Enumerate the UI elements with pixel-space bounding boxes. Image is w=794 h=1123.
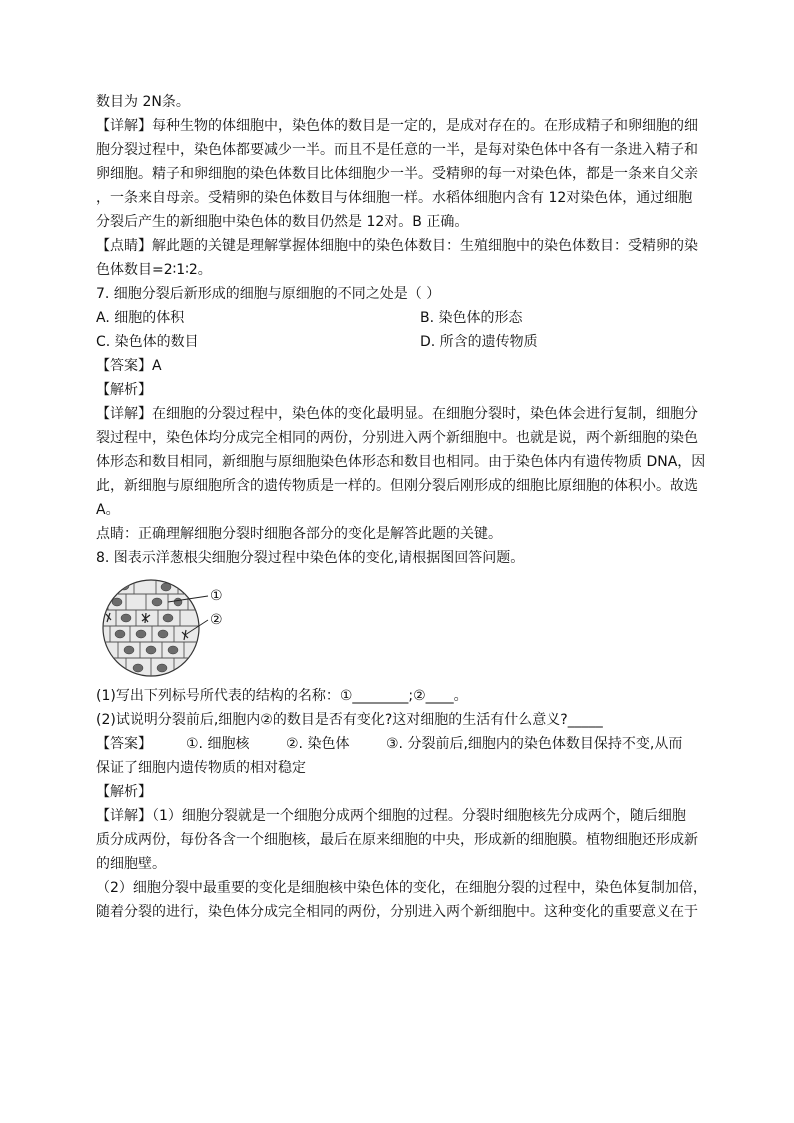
text-line: 【详解】在细胞的分裂过程中，染色体的变化最明显。在细胞分裂时，染色体会进行复制，细胞分 — [96, 406, 698, 422]
text-line: 色体数目=2∶1∶2。 — [96, 262, 212, 278]
text-line: 卵细胞。精子和卵细胞的染色体数目比体细胞少一半。受精卵的每一对染色体，都是一条来自父亲 — [96, 166, 698, 182]
q6-continuation — [96, 90, 708, 282]
answer-part-2: ②. 染色体 — [286, 736, 350, 752]
sub-question-1: (1)写出下列标号所代表的结构的名称：①________;②____。 — [96, 688, 468, 704]
text-line: ，一条来自母亲。受精卵的染色体数目与体细胞一样。水稻体细胞内含有 12对染色体，通过细胞 — [96, 190, 693, 206]
question-7 — [96, 282, 708, 546]
sub-question-2: (2)试说明分裂前后,细胞内②的数目是否有变化?这对细胞的生活有什么意义?_____ — [96, 712, 603, 728]
text-line: 分裂后产生的新细胞中染色体的数目仍然是 12对。B 正确。 — [96, 214, 469, 230]
analysis-heading: 【解析】 — [96, 382, 152, 398]
answer-part-3: ③. 分裂前后,细胞内的染色体数目保持不变,从而 — [386, 736, 683, 752]
options-row — [96, 306, 708, 330]
answer: 【答案】A — [96, 358, 162, 374]
question-8 — [96, 546, 708, 924]
text-line: （2）细胞分裂中最重要的变化是细胞核中染色体的变化，在细胞分裂的过程中，染色体复制加倍， — [96, 880, 707, 896]
text-line: 的细胞壁。 — [96, 856, 166, 872]
text-line: 质分成两份，每份各含一个细胞核，最后在原来细胞的中央，形成新的细胞膜。植物细胞还形成新 — [96, 832, 698, 848]
onion-root-tip-figure — [96, 578, 296, 678]
text-line: 胞分裂过程中，染色体都要减少一半。而且不是任意的一半，是每对染色体中各有一条进入精子和 — [96, 142, 698, 158]
option-d: D. 所含的遗传物质 — [420, 334, 538, 350]
option-c: C. 染色体的数目 — [96, 334, 199, 350]
option-a: A. 细胞的体积 — [96, 310, 185, 326]
text-line: 点睛：正确理解细胞分裂时细胞各部分的变化是解答此题的关键。 — [96, 526, 502, 542]
options-row — [96, 330, 708, 354]
option-b: B. 染色体的形态 — [420, 310, 523, 326]
document-page — [96, 90, 708, 924]
analysis-heading: 【解析】 — [96, 784, 152, 800]
text-line: 此，新细胞与原细胞所含的遗传物质是一样的。但刚分裂后刚形成的细胞比原细胞的体积小。故选 — [96, 478, 698, 494]
answer-part-1: ①. 细胞核 — [186, 736, 250, 752]
answer-continuation: 保证了细胞内遗传物质的相对稳定 — [96, 760, 306, 776]
text-line: 随着分裂的进行，染色体分成完全相同的两份，分别进入两个新细胞中。这种变化的重要意义在于 — [96, 904, 698, 920]
text-line: 【详解】（1）细胞分裂就是一个细胞分成两个细胞的过程。分裂时细胞核先分成两个，随后细胞 — [96, 808, 686, 824]
question-stem: 7. 细胞分裂后新形成的细胞与原细胞的不同之处是（ ） — [96, 286, 441, 302]
figure-label-2: ② — [210, 612, 223, 628]
text-line: 数目为 2N条。 — [96, 94, 190, 110]
question-stem: 8. 图表示洋葱根尖细胞分裂过程中染色体的变化,请根据图回答问题。 — [96, 550, 525, 566]
answer-row — [96, 732, 708, 756]
answer-heading: 【答案】 — [96, 736, 152, 752]
text-line: A。 — [96, 502, 120, 518]
text-line: 【点睛】解此题的关键是理解掌握体细胞中的染色体数目：生殖细胞中的染色体数目：受精卵的染 — [96, 238, 698, 254]
text-line: 裂过程中，染色体均分成完全相同的两份，分别进入两个新细胞中。也就是说，两个新细胞的染色 — [96, 430, 698, 446]
text-line: 体形态和数目相同，新细胞与原细胞染色体形态和数目也相同。由于染色体内有遗传物质 DNA，因 — [96, 454, 706, 470]
text-line: 【详解】每种生物的体细胞中，染色体的数目是一定的，是成对存在的。在形成精子和卵细胞的细 — [96, 118, 698, 134]
figure-label-1: ① — [210, 588, 223, 604]
cell-micrograph-image — [96, 578, 296, 678]
